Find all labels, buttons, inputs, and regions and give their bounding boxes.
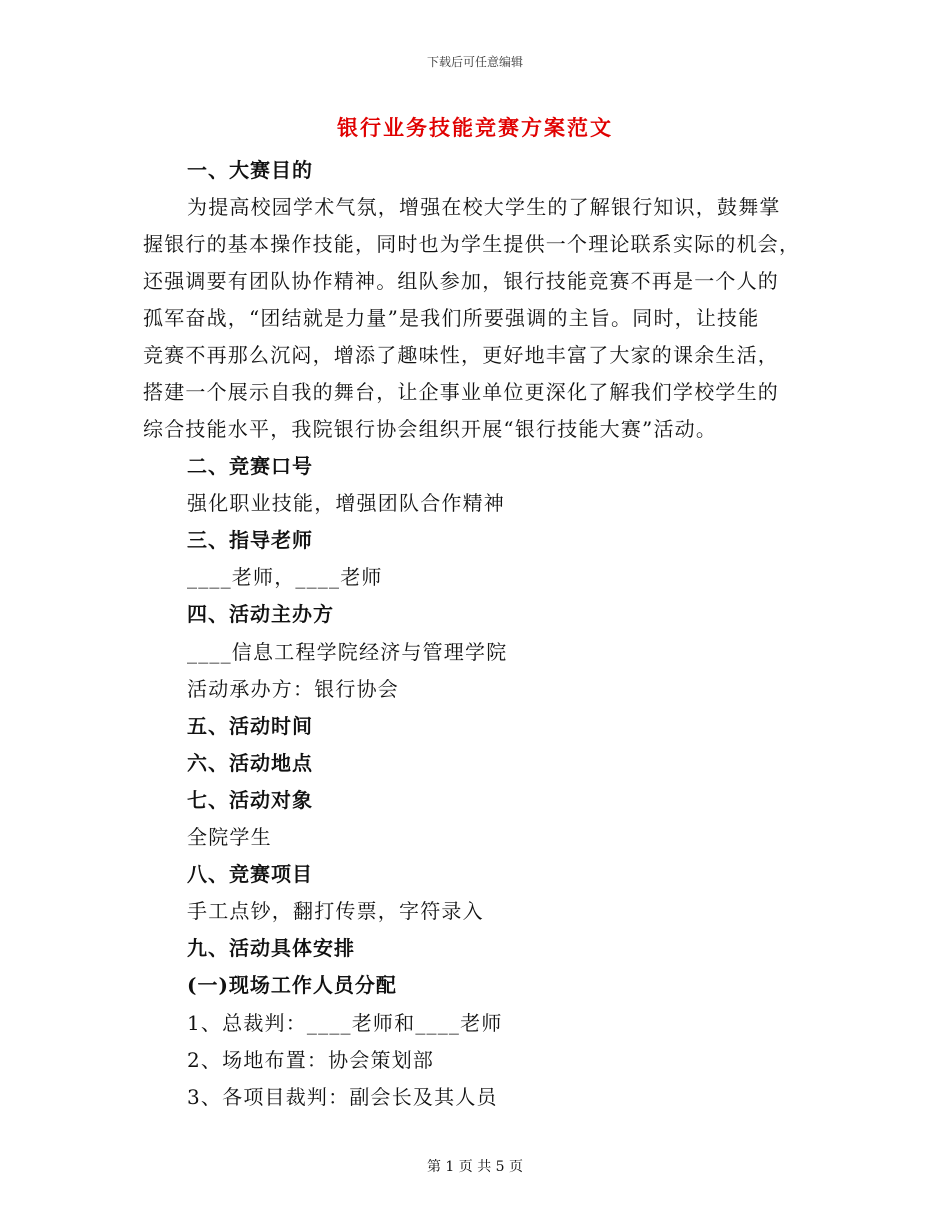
list-item: 2、场地布置：协会策划部 [187,1048,435,1072]
paragraph-line-3: 还强调要有团队协作精神。组队参加，银行技能竞赛不再是一个人的 [143,269,779,293]
header-note: 下载后可任意编辑 [426,55,523,69]
paragraph-line-2: 握银行的基本操作技能，同时也为学生提供一个理论联系实际的机会， [143,232,801,256]
subsection-heading: (一)现场工作人员分配 [187,973,397,997]
organizer-text: ____信息工程学院经济与管理学院 [187,640,508,664]
section-heading-9: 九、活动具体安排 [187,936,355,960]
page-number-footer: 第 1 页 共 5 页 [426,1159,524,1175]
section-heading-7: 七、活动对象 [187,788,313,812]
document-title: 银行业务技能竞赛方案范文 [337,115,613,140]
paragraph-line-7: 综合技能水平，我院银行协会组织开展“银行技能大赛”活动。 [143,417,718,441]
section-heading-5: 五、活动时间 [187,714,313,738]
paragraph-line-6: 搭建一个展示自我的舞台，让企事业单位更深化了解我们学校学生的 [143,380,779,404]
events-text: 手工点钞，翻打传票，字符录入 [187,899,484,923]
paragraph-line-1: 为提高校园学术气氛，增强在校大学生的了解银行知识，鼓舞掌 [187,195,781,219]
slogan-text: 强化职业技能，增强团队合作精神 [187,491,505,515]
paragraph-line-5: 竞赛不再那么沉闷，增添了趣味性，更好地丰富了大家的课余生活， [143,343,779,367]
list-item: 3、各项目裁判：副会长及其人员 [187,1085,498,1109]
section-heading-6: 六、活动地点 [187,751,313,775]
list-item: 1、总裁判：____老师和____老师 [187,1011,503,1035]
section-heading-2: 二、竞赛口号 [187,454,313,478]
audience-text: 全院学生 [187,825,272,849]
section-heading-8: 八、竞赛项目 [187,862,313,886]
teachers-text: ____老师，____老师 [187,565,383,589]
paragraph-line-4: 孤军奋战，“团结就是力量”是我们所要强调的主旨。同时，让技能 [143,306,760,330]
co-organizer-text: 活动承办方：银行协会 [187,677,399,701]
section-heading-1: 一、大赛目的 [187,158,313,182]
section-heading-4: 四、活动主办方 [187,602,334,626]
section-heading-3: 三、指导老师 [187,528,313,552]
